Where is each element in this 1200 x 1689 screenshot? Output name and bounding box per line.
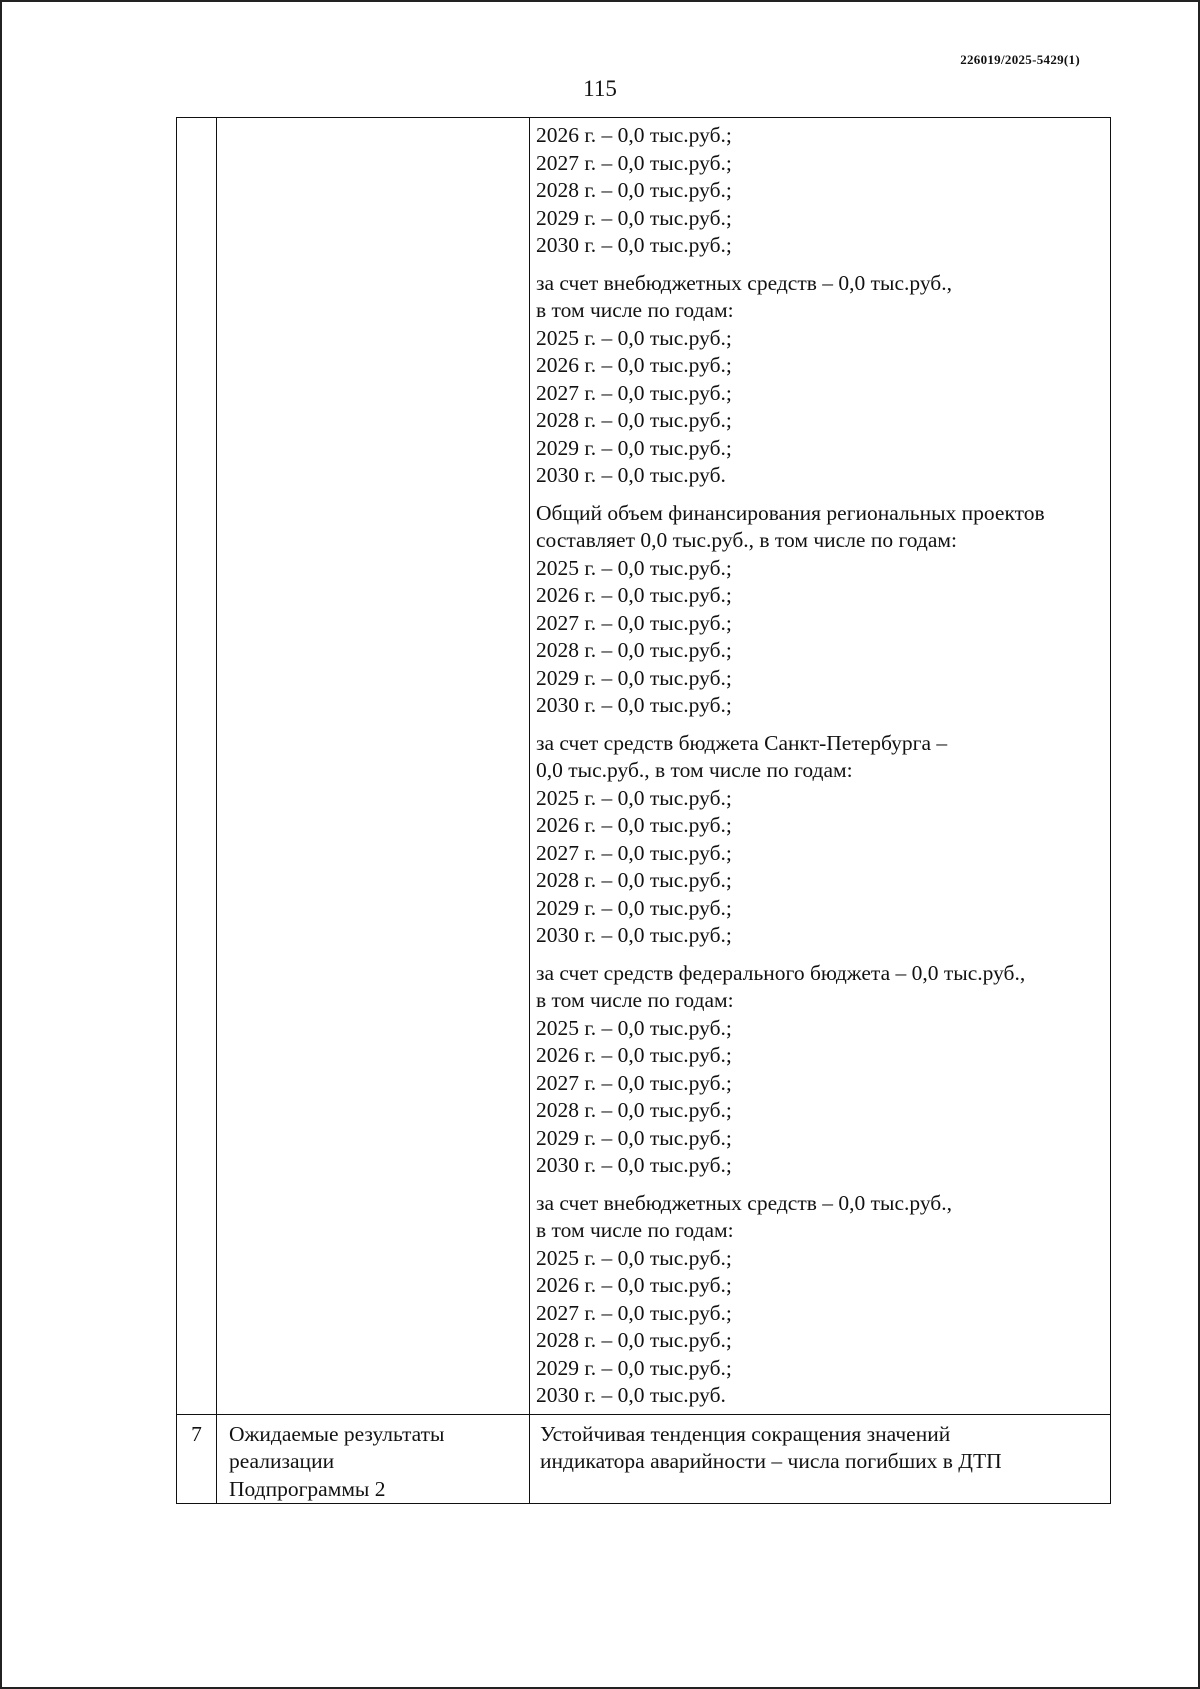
financing-line: 2026 г. – 0,0 тыс.руб.; — [536, 813, 732, 837]
financing-line: 2029 г. – 0,0 тыс.руб.; — [536, 435, 732, 460]
row-content-line: индикатора аварийности – числа погибших в ДТП — [540, 1449, 1002, 1473]
financing-line: составляет 0,0 тыс.руб., в том числе по годам: — [536, 528, 957, 552]
financing-line: 2025 г. – 0,0 тыс.руб.; — [536, 1015, 732, 1040]
cell-financing-content — [530, 118, 1111, 1415]
financing-block — [536, 960, 1104, 1180]
financing-block — [536, 500, 1104, 720]
financing-line: 2027 г. – 0,0 тыс.руб.; — [536, 1300, 732, 1325]
financing-line: 2030 г. – 0,0 тыс.руб.; — [536, 233, 732, 257]
financing-line: 2029 г. – 0,0 тыс.руб.; — [536, 1355, 732, 1380]
financing-line: 2028 г. – 0,0 тыс.руб.; — [536, 408, 732, 432]
row-content-line: Устойчивая тенденция сокращения значений — [540, 1421, 951, 1446]
financing-line: за счет средств бюджета Санкт-Петербурга – — [536, 730, 948, 755]
row-name-line: Подпрограммы 2 — [229, 1476, 386, 1501]
financing-line: 2026 г. – 0,0 тыс.руб.; — [536, 1273, 732, 1297]
financing-line: 2025 г. – 0,0 тыс.руб.; — [536, 325, 732, 350]
cell-name-empty — [217, 118, 530, 1415]
financing-line: за счет внебюджетных средств – 0,0 тыс.руб., — [536, 1190, 952, 1215]
financing-line: 2027 г. – 0,0 тыс.руб.; — [536, 380, 732, 405]
financing-line: 2025 г. – 0,0 тыс.руб.; — [536, 1245, 732, 1270]
financing-line: 2029 г. – 0,0 тыс.руб.; — [536, 205, 732, 230]
financing-line: в том числе по годам: — [536, 298, 734, 322]
financing-line: 2030 г. – 0,0 тыс.руб. — [536, 463, 726, 487]
financing-line: за счет средств федерального бюджета – 0,0 тыс.руб., — [536, 960, 1026, 985]
program-table — [176, 117, 1111, 1504]
financing-line: 2028 г. – 0,0 тыс.руб.; — [536, 178, 732, 202]
financing-line: 2026 г. – 0,0 тыс.руб.; — [536, 1043, 732, 1067]
financing-line: 2030 г. – 0,0 тыс.руб.; — [536, 1153, 732, 1177]
financing-line: в том числе по годам: — [536, 988, 734, 1012]
row-name — [217, 1414, 530, 1504]
financing-block — [536, 122, 1104, 260]
financing-line: 2026 г. – 0,0 тыс.руб.; — [536, 123, 732, 147]
page-frame-top — [0, 0, 1200, 2]
row-content — [530, 1414, 1111, 1504]
row-name-line: Ожидаемые результаты — [229, 1421, 445, 1446]
financing-line: 2030 г. – 0,0 тыс.руб.; — [536, 923, 732, 947]
page-number: 115 — [583, 76, 617, 101]
financing-line: 2029 г. – 0,0 тыс.руб.; — [536, 665, 732, 690]
financing-line: Общий объем финансирования региональных проектов — [536, 500, 1045, 525]
financing-line: в том числе по годам: — [536, 1218, 734, 1242]
financing-line: за счет внебюджетных средств – 0,0 тыс.руб., — [536, 270, 952, 295]
document-id: 226019/2025-5429(1) — [960, 52, 1080, 67]
table-row-continued — [177, 118, 1111, 1415]
page-frame-left — [0, 0, 2, 1689]
financing-line: 2028 г. – 0,0 тыс.руб.; — [536, 638, 732, 662]
financing-line: 2028 г. – 0,0 тыс.руб.; — [536, 1328, 732, 1352]
financing-line: 2025 г. – 0,0 тыс.руб.; — [536, 785, 732, 810]
financing-line: 2027 г. – 0,0 тыс.руб.; — [536, 1070, 732, 1095]
financing-block — [536, 1190, 1104, 1410]
financing-block — [536, 730, 1104, 950]
financing-line: 2027 г. – 0,0 тыс.руб.; — [536, 150, 732, 175]
row-name-line: реализации — [229, 1449, 335, 1473]
financing-line: 2025 г. – 0,0 тыс.руб.; — [536, 555, 732, 580]
cell-number-empty — [177, 118, 217, 1415]
financing-blocks — [536, 122, 1104, 1410]
row-number: 7 — [177, 1414, 217, 1504]
table-row-7 — [177, 1414, 1111, 1504]
financing-line: 2028 г. – 0,0 тыс.руб.; — [536, 1098, 732, 1122]
financing-line: 2029 г. – 0,0 тыс.руб.; — [536, 1125, 732, 1150]
financing-line: 2028 г. – 0,0 тыс.руб.; — [536, 868, 732, 892]
financing-line: 2030 г. – 0,0 тыс.руб.; — [536, 693, 732, 717]
financing-line: 2027 г. – 0,0 тыс.руб.; — [536, 610, 732, 635]
financing-line: 2029 г. – 0,0 тыс.руб.; — [536, 895, 732, 920]
financing-block — [536, 270, 1104, 490]
financing-line: 2030 г. – 0,0 тыс.руб. — [536, 1383, 726, 1407]
financing-line: 2027 г. – 0,0 тыс.руб.; — [536, 840, 732, 865]
financing-line: 0,0 тыс.руб., в том числе по годам: — [536, 758, 853, 782]
financing-line: 2026 г. – 0,0 тыс.руб.; — [536, 583, 732, 607]
financing-line: 2026 г. – 0,0 тыс.руб.; — [536, 353, 732, 377]
